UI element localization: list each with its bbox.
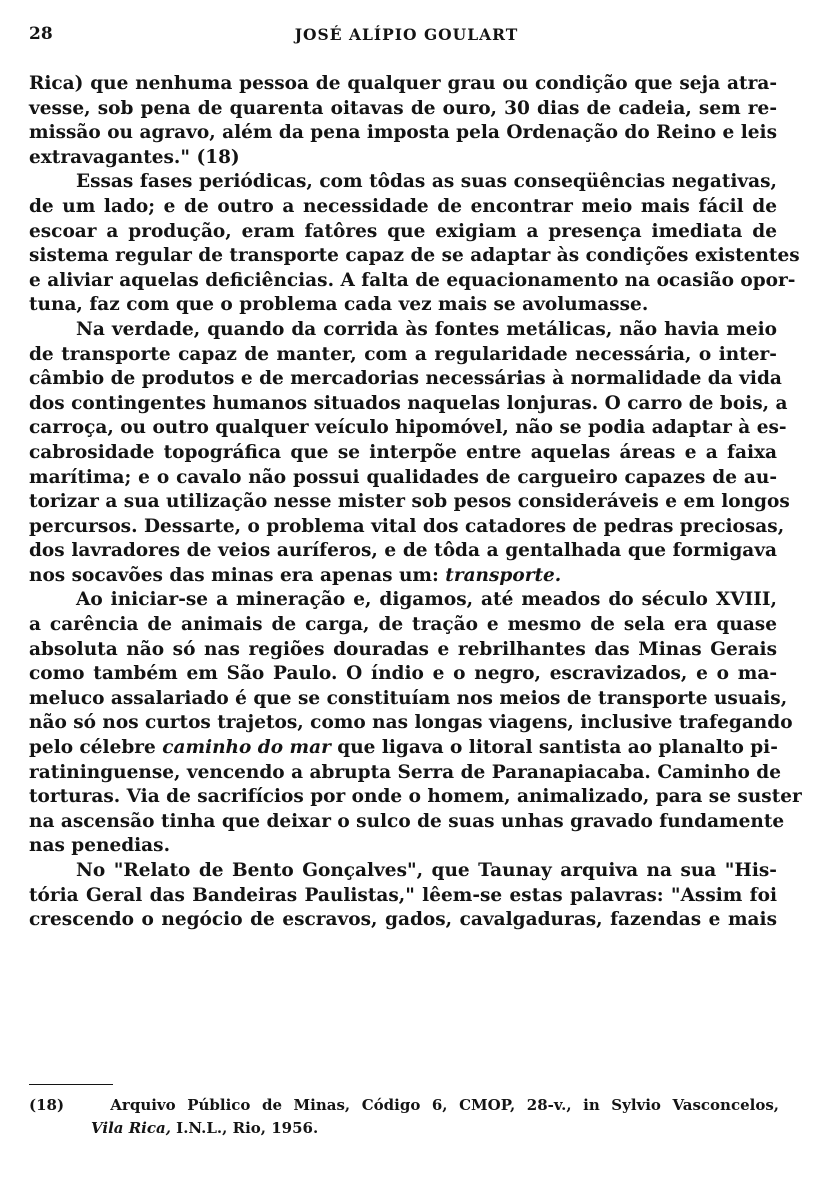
footnote-marker: (18) [29, 1096, 65, 1114]
text-line: missão ou agravo, além da pena imposta pela Ordenação do Reino e leis [29, 122, 777, 144]
footnote-line [29, 1094, 779, 1117]
footnote-rule [29, 1084, 113, 1085]
text-run: que ligava o litoral santista ao planalto pi- [330, 737, 778, 759]
text-line: dos contingentes humanos situados naquelas lonjuras. O carro de bois, a [29, 392, 788, 414]
text-line: No "Relato de Bento Gonçalves", que Taunay arquiva na sua "His- [76, 860, 777, 881]
page-number: 28 [29, 24, 53, 44]
text-line: tuna, faz com que o problema cada vez mais se avolumasse. [29, 294, 649, 316]
text-line: de um lado; e de outro a necessidade de encontrar meio mais fácil de [29, 195, 777, 217]
text-line: Rica) que nenhuma pessoa de qualquer grau ou condição que seja atra- [29, 73, 777, 94]
footnote [29, 1094, 779, 1140]
text-line: extravagantes." (18) [29, 146, 240, 168]
text-line: tória Geral das Bandeiras Paulistas," lêem-se estas palavras: "Assim foi [29, 884, 777, 906]
text-line [29, 736, 777, 761]
body-text [29, 72, 802, 933]
text-line [29, 564, 777, 589]
text-line: Na verdade, quando da corrida às fontes metálicas, não havia meio [76, 318, 777, 340]
text-line: ratininguense, vencendo a abrupta Serra de Paranapiacaba. Caminho de [29, 761, 782, 783]
footnote-text: I.N.L., Rio, 1956. [170, 1119, 319, 1137]
text-line: crescendo o negócio de escravos, gados, cavalgaduras, fazendas e mais [29, 909, 777, 931]
italic-term: transporte. [445, 564, 562, 586]
text-line: meluco assalariado é que se constituíam nos meios de transporte usuais, [29, 687, 788, 709]
text-line: marítima; e o cavalo não possui qualidades de cargueiro capazes de au- [29, 466, 777, 488]
text-line: a carência de animais de carga, de tração e mesmo de sela era quase [29, 614, 777, 636]
footnote-title: Vila Rica, [91, 1119, 171, 1137]
footnote-text: Arquivo Público de Minas, Código 6, CMOP, 28-v., in Sylvio Vasconcelos, [110, 1096, 780, 1114]
text-line: dos lavradores de veios auríferos, e de tôda a gentalhada que formigava [29, 540, 777, 562]
text-run: nos socavões das minas era apenas um: [29, 564, 446, 586]
text-line: e aliviar aquelas deficiências. A falta de equacionamento na ocasião opor- [29, 269, 796, 291]
text-line: sistema regular de transporte capaz de se adaptar às condições existentes [29, 245, 800, 267]
italic-term: caminho do mar [162, 737, 331, 759]
text-run: pelo célebre [29, 737, 163, 759]
footnote-line [29, 1117, 779, 1140]
text-line: torizar a sua utilização nesse mister sob pesos consideráveis e em longos [29, 491, 790, 513]
text-line: Ao iniciar-se a mineração e, digamos, até meados do século XVIII, [76, 589, 777, 611]
text-line: percursos. Dessarte, o problema vital dos catadores de pedras preciosas, [29, 515, 785, 537]
text-line: na ascensão tinha que deixar o sulco de suas unhas gravado fundamente [29, 810, 785, 832]
running-head: JOSÉ ALÍPIO GOULART [294, 25, 519, 44]
text-line: de transporte capaz de manter, com a regularidade necessária, o inter- [29, 343, 777, 365]
text-line: câmbio de produtos e de mercadorias necessárias à normalidade da vida [29, 368, 782, 390]
text-line: torturas. Via de sacrifícios por onde o homem, animalizado, para se suster [29, 786, 802, 808]
text-line: carroça, ou outro qualquer veículo hipomóvel, não se podia adaptar à es- [29, 417, 787, 439]
text-line: como também em São Paulo. O índio e o negro, escravizados, e o ma- [29, 663, 777, 685]
text-line: Essas fases periódicas, com tôdas as suas conseqüências negativas, [76, 171, 777, 193]
text-line: escoar a produção, eram fatôres que exigiam a presença imediata de [29, 220, 777, 242]
text-line: absoluta não só nas regiões douradas e rebrilhantes das Minas Gerais [29, 638, 777, 660]
text-line: nas penedias. [29, 835, 171, 857]
text-line: não só nos curtos trajetos, como nas longas viagens, inclusive trafegando [29, 712, 793, 734]
text-line: cabrosidade topográfica que se interpõe entre aquelas áreas e a faixa [29, 441, 777, 463]
text-line: vesse, sob pena de quarenta oitavas de ouro, 30 dias de cadeia, sem re- [29, 97, 777, 119]
